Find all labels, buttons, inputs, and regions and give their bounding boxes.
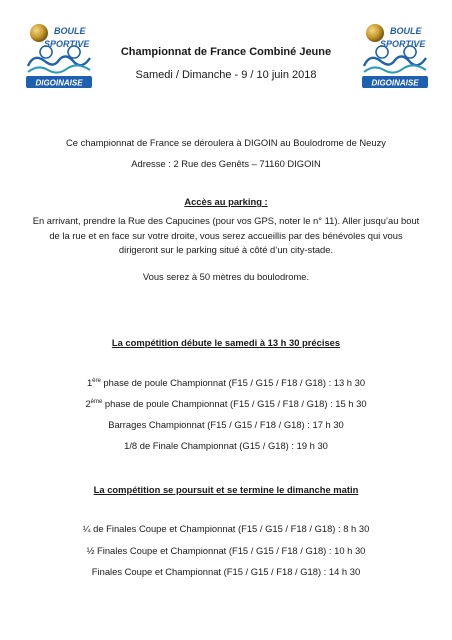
- saturday-item-4: 1/8 de Finale Championnat (G15 / G18) : 19 h 30: [124, 440, 328, 451]
- sunday-item-1: ¼ de Finales Coupe et Championnat (F15 / G15 / F18 / G18) : 8 h 30: [82, 523, 370, 534]
- event-date: Samedi / Dimanche - 9 / 10 juin 2018: [135, 69, 317, 81]
- club-logo-right: [360, 22, 430, 94]
- svg-text:DIGOINAISE: DIGOINAISE: [371, 78, 419, 88]
- svg-text:SPORTIVE: SPORTIVE: [380, 39, 426, 49]
- boule-sportive-logo-icon: [360, 22, 430, 94]
- svg-text:DIGOINAISE: DIGOINAISE: [35, 78, 83, 88]
- boule-sportive-logo-icon: [24, 22, 94, 94]
- svg-text:SPORTIVE: SPORTIVE: [44, 39, 90, 49]
- sunday-item-2: ½ Finales Coupe et Championnat (F15 / G15 / F18 / G18) : 10 h 30: [86, 545, 366, 556]
- parking-heading: Accès au parking :: [184, 196, 268, 207]
- parking-instructions: En arrivant, prendre la Rue des Capucines (pour vos GPS, noter le n° 11). Aller jusqu’au bout de la rue et en face sur votre droite, vous serez accueillis par des bénévoles qui vous dirigeront sur le parking situé à côté d’un city-stade.: [32, 215, 420, 256]
- saturday-heading: La compétition débute le samedi à 13 h 30 précises: [111, 337, 341, 348]
- svg-text:BOULE: BOULE: [390, 26, 422, 36]
- club-logo-left: [24, 22, 94, 94]
- distance-text: Vous serez à 50 mètres du boulodrome.: [142, 271, 310, 282]
- svg-text:BOULE: BOULE: [54, 26, 86, 36]
- saturday-item-1: 1ère phase de poule Championnat (F15 / G15 / F18 / G18) : 13 h 30: [86, 377, 366, 388]
- sunday-item-3: Finales Coupe et Championnat (F15 / G15 / F18 / G18) : 14 h 30: [91, 566, 361, 577]
- saturday-item-3: Barrages Championnat (F15 / G15 / F18 / G18) : 17 h 30: [108, 419, 344, 430]
- address-text: Adresse : 2 Rue des Genêts – 71160 DIGOIN: [131, 158, 321, 169]
- page-title: Championnat de France Combiné Jeune: [120, 46, 332, 58]
- sunday-heading: La compétition se poursuit et se termine le dimanche matin: [93, 484, 359, 495]
- intro-text: Ce championnat de France se déroulera à DIGOIN au Boulodrome de Neuzy: [66, 137, 386, 148]
- saturday-item-2: 2ème phase de poule Championnat (F15 / G15 / F18 / G18) : 15 h 30: [85, 398, 367, 409]
